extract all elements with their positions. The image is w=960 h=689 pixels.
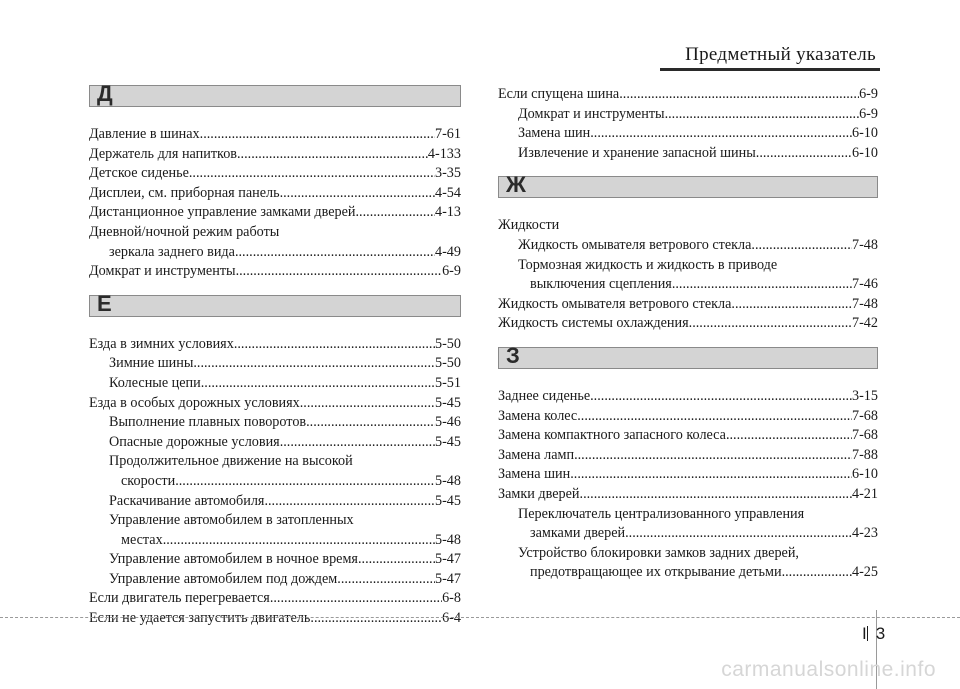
- section-index: I: [862, 624, 867, 643]
- index-heading: Тормозная жидкость и жидкость в приводе: [518, 256, 778, 273]
- section-bar-d: [89, 81, 461, 107]
- page-number: [862, 624, 885, 644]
- index-entry: Замки дверей ..... 4-21: [498, 485, 878, 505]
- index-entry: Если двигатель перегревается ..... 6-8: [89, 589, 461, 609]
- index-entry: Жидкость омывателя ветрового стекла ..... 7-48: [498, 295, 878, 315]
- index-subentry: Жидкость омывателя ветрового стекла ..... 7-48: [498, 236, 878, 256]
- index-subentry: Замена шин ..... 6-10: [498, 124, 878, 144]
- index-entry: Если спущена шина ..... 6-9: [498, 85, 878, 105]
- index-subentry: Раскачивание автомобиля ..... 5-45: [89, 492, 461, 512]
- index-entry: Держатель для напитков ..... 4-133: [89, 145, 461, 165]
- index-entry: Дисплеи, см. приборная панель ..... 4-54: [89, 184, 461, 204]
- index-subentry: Управление автомобилем в ночное время ..... 5-47: [89, 550, 461, 570]
- section-bar-zh: [498, 172, 878, 198]
- watermark: carmanualsonline.info: [721, 658, 936, 681]
- index-heading: Устройство блокировки замков задних дверей,: [518, 544, 799, 561]
- index-heading: Переключатель централизованного управления: [518, 505, 805, 522]
- index-subentry: скорости ..... 5-48: [89, 472, 461, 492]
- page-number-value: 3: [875, 624, 886, 643]
- section-letter: Ж: [506, 172, 526, 198]
- index-subentry: местах ..... 5-48: [89, 531, 461, 551]
- left-index-column: [89, 81, 461, 629]
- section-letter: Е: [97, 290, 112, 316]
- index-subentry: зеркала заднего вида ..... 4-49: [89, 243, 461, 263]
- index-entry: Жидкость системы охлаждения ..... 7-42: [498, 314, 878, 334]
- index-entry: Замена компактного запасного колеса ..... 7-68: [498, 426, 878, 446]
- right-index-column: [498, 85, 878, 583]
- index-subentry: замками дверей ..... 4-23: [498, 524, 878, 544]
- index-entry: Езда в особых дорожных условиях ..... 5-45: [89, 394, 461, 414]
- index-heading: Дневной/ночной режим работы: [89, 223, 280, 240]
- index-subentry: Выполнение плавных поворотов ..... 5-46: [89, 413, 461, 433]
- index-entry: Замена ламп ..... 7-88: [498, 446, 878, 466]
- index-entry: Детское сиденье ..... 3-35: [89, 164, 461, 184]
- index-subentry: Опасные дорожные условия ..... 5-45: [89, 433, 461, 453]
- index-subentry: Зимние шины ..... 5-50: [89, 354, 461, 374]
- index-heading: Жидкости: [498, 217, 560, 234]
- page-header-title: Предметный указатель: [685, 44, 876, 65]
- index-subentry: Управление автомобилем под дождем ..... 5-47: [89, 570, 461, 590]
- index-subentry: Извлечение и хранение запасной шины ..... 6-10: [498, 144, 878, 164]
- index-heading: Управление автомобилем в затопленных: [109, 512, 354, 529]
- index-entry: Замена шин ..... 6-10: [498, 465, 878, 485]
- index-entry: Замена колес ..... 7-68: [498, 407, 878, 427]
- section-letter: З: [506, 342, 520, 368]
- index-subentry: предотвращающее их открывание детьми ..... 4-25: [498, 563, 878, 583]
- index-heading: Продолжительное движение на высокой: [109, 453, 353, 470]
- footer-dashed-rule: [0, 617, 960, 618]
- index-subentry: Колесные цепи ..... 5-51: [89, 374, 461, 394]
- index-entry: Домкрат и инструменты ..... 6-9: [89, 262, 461, 282]
- section-bar-e: [89, 290, 461, 317]
- index-subentry: выключения сцепления ..... 7-46: [498, 275, 878, 295]
- index-entry: Заднее сиденье ..... 3-15: [498, 387, 878, 407]
- index-entry: Езда в зимних условиях ..... 5-50: [89, 335, 461, 355]
- index-entry: Если не удается запустить двигатель ..... 6-4: [89, 609, 461, 629]
- index-entry: Дистанционное управление замками дверей ..... 4-13: [89, 203, 461, 223]
- section-bar-z: [498, 342, 878, 369]
- index-subentry: Домкрат и инструменты ..... 6-9: [498, 105, 878, 125]
- section-letter: Д: [97, 81, 113, 106]
- page-number-divider: [867, 626, 868, 641]
- header-rule: [660, 68, 880, 71]
- index-entry: Давление в шинах ..... 7-61: [89, 125, 461, 145]
